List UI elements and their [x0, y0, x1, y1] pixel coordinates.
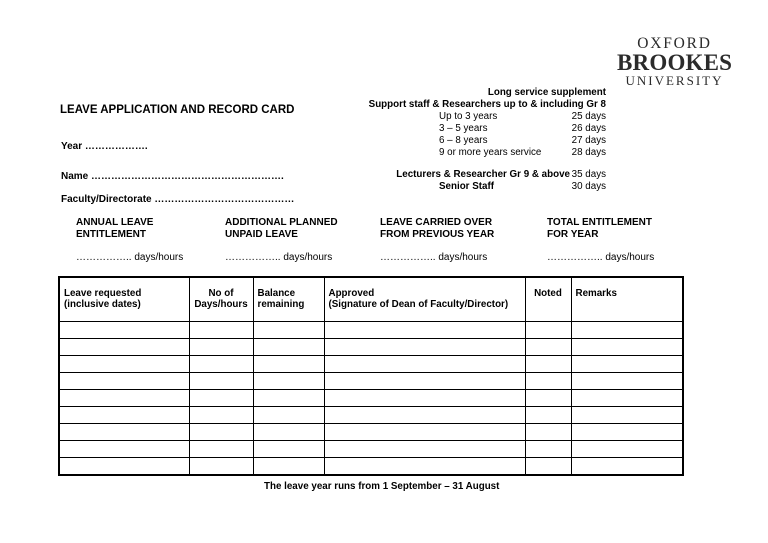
supplement-condition: 6 – 8 years	[439, 135, 488, 146]
supplement-condition: 3 – 5 years	[439, 123, 488, 134]
table-cell[interactable]	[324, 389, 525, 406]
table-cell[interactable]	[571, 321, 683, 338]
entitlement-label-line: TOTAL ENTITLEMENT	[547, 217, 652, 228]
supplement-heading: Long service supplement	[487, 87, 606, 98]
table-cell[interactable]	[525, 389, 571, 406]
header-leave-requested: Leave requested (inclusive dates)	[59, 277, 189, 321]
table-cell[interactable]	[253, 406, 324, 423]
table-row	[59, 389, 683, 406]
total-entitlement-value[interactable]: …………….. days/hours	[547, 252, 655, 263]
entitlement-label-line: ENTITLEMENT	[76, 229, 146, 240]
year-field[interactable]: Year ……………….	[61, 141, 148, 152]
table-cell[interactable]	[525, 440, 571, 457]
table-cell[interactable]	[189, 406, 253, 423]
table-cell[interactable]	[571, 355, 683, 372]
oxford-brookes-logo	[617, 36, 732, 88]
supplement-row	[360, 147, 606, 159]
table-cell[interactable]	[253, 355, 324, 372]
table-row	[59, 406, 683, 423]
logo-line-brookes: BROOKES	[617, 50, 733, 75]
table-cell[interactable]	[571, 406, 683, 423]
table-cell[interactable]	[59, 406, 189, 423]
supplement-row	[360, 111, 606, 123]
table-cell[interactable]	[253, 440, 324, 457]
supplement-row	[360, 135, 606, 147]
table-cell[interactable]	[253, 372, 324, 389]
table-cell[interactable]	[59, 457, 189, 475]
table-cell[interactable]	[253, 389, 324, 406]
table-row	[59, 372, 683, 389]
table-cell[interactable]	[189, 321, 253, 338]
carried-over-value[interactable]: …………….. days/hours	[380, 252, 488, 263]
leave-carried-over-label	[380, 217, 494, 241]
table-cell[interactable]	[189, 338, 253, 355]
table-cell[interactable]	[59, 440, 189, 457]
table-cell[interactable]	[189, 457, 253, 475]
table-cell[interactable]	[59, 423, 189, 440]
table-cell[interactable]	[253, 457, 324, 475]
header-no-of-days: No of Days/hours	[189, 277, 253, 321]
supplement-days: 28 days	[571, 147, 606, 158]
table-row	[59, 423, 683, 440]
entitlement-label-line: FROM PREVIOUS YEAR	[380, 229, 495, 240]
table-cell[interactable]	[59, 372, 189, 389]
table-cell[interactable]	[324, 338, 525, 355]
table-cell[interactable]	[324, 457, 525, 475]
table-cell[interactable]	[324, 355, 525, 372]
entitlement-label-line: UNPAID LEAVE	[225, 229, 298, 240]
unpaid-leave-value[interactable]: …………….. days/hours	[225, 252, 333, 263]
support-staff-heading: Support staff & Researchers up to & including Gr 8	[368, 99, 606, 110]
entitlement-label-line: FOR YEAR	[547, 229, 599, 240]
leave-year-footer: The leave year runs from 1 September – 31 August	[264, 481, 500, 492]
leave-record-table	[58, 276, 684, 476]
supplement-spacer	[360, 159, 606, 169]
table-cell[interactable]	[324, 372, 525, 389]
page-title: LEAVE APPLICATION AND RECORD CARD	[60, 104, 295, 116]
table-cell[interactable]	[59, 389, 189, 406]
table-cell[interactable]	[571, 423, 683, 440]
faculty-directorate-field[interactable]: Faculty/Directorate ……………………………………	[61, 194, 295, 205]
table-row	[59, 338, 683, 355]
supplement-row	[360, 123, 606, 135]
table-cell[interactable]	[525, 355, 571, 372]
table-cell[interactable]	[525, 423, 571, 440]
table-cell[interactable]	[324, 423, 525, 440]
table-cell[interactable]	[253, 321, 324, 338]
table-cell[interactable]	[189, 389, 253, 406]
table-cell[interactable]	[324, 406, 525, 423]
lecturers-label: Lecturers & Researcher Gr 9 & above	[396, 169, 570, 180]
supplement-days: 25 days	[571, 111, 606, 122]
senior-staff-label: Senior Staff	[439, 181, 494, 192]
table-cell[interactable]	[571, 457, 683, 475]
logo-line-oxford: OXFORD	[637, 35, 712, 52]
table-cell[interactable]	[59, 338, 189, 355]
lecturers-row	[360, 169, 606, 181]
table-cell[interactable]	[571, 338, 683, 355]
entitlement-label-line: ADDITIONAL PLANNED	[225, 217, 338, 228]
annual-leave-value[interactable]: …………….. days/hours	[76, 252, 184, 263]
table-cell[interactable]	[324, 321, 525, 338]
table-cell[interactable]	[189, 372, 253, 389]
lecturers-days: 35 days	[571, 169, 606, 180]
table-header-row	[59, 277, 683, 321]
table-row	[59, 321, 683, 338]
supplement-days: 27 days	[571, 135, 606, 146]
header-noted: Noted	[525, 277, 571, 321]
senior-staff-days: 30 days	[571, 181, 606, 192]
senior-staff-row	[360, 181, 606, 193]
table-row	[59, 440, 683, 457]
supplement-days: 26 days	[571, 123, 606, 134]
table-row	[59, 457, 683, 475]
annual-leave-entitlement-label	[76, 217, 153, 241]
entitlement-label-line: LEAVE CARRIED OVER	[380, 217, 493, 228]
logo-line-university: UNIVERSITY	[625, 73, 724, 88]
table-cell[interactable]	[189, 355, 253, 372]
table-cell[interactable]	[571, 389, 683, 406]
table-cell[interactable]	[324, 440, 525, 457]
table-cell[interactable]	[571, 372, 683, 389]
supplement-condition: Up to 3 years	[439, 111, 498, 122]
total-entitlement-label	[547, 217, 652, 241]
additional-unpaid-leave-label	[225, 217, 338, 241]
table-cell[interactable]	[189, 423, 253, 440]
table-row	[59, 355, 683, 372]
name-field[interactable]: Name ………………………………………………….	[61, 171, 284, 182]
table-cell[interactable]	[189, 440, 253, 457]
header-balance-remaining: Balance remaining	[253, 277, 324, 321]
table-cell[interactable]	[525, 372, 571, 389]
table-cell[interactable]	[525, 321, 571, 338]
header-approved: Approved (Signature of Dean of Faculty/Director)	[324, 277, 525, 321]
supplement-condition: 9 or more years service	[439, 147, 542, 158]
table-cell[interactable]	[525, 338, 571, 355]
table-cell[interactable]	[253, 423, 324, 440]
table-cell[interactable]	[59, 321, 189, 338]
table-cell[interactable]	[525, 406, 571, 423]
table-cell[interactable]	[525, 457, 571, 475]
entitlement-label-line: ANNUAL LEAVE	[76, 217, 154, 228]
table-cell[interactable]	[571, 440, 683, 457]
header-remarks: Remarks	[571, 277, 683, 321]
table-cell[interactable]	[253, 338, 324, 355]
table-cell[interactable]	[59, 355, 189, 372]
long-service-supplement	[360, 87, 606, 193]
